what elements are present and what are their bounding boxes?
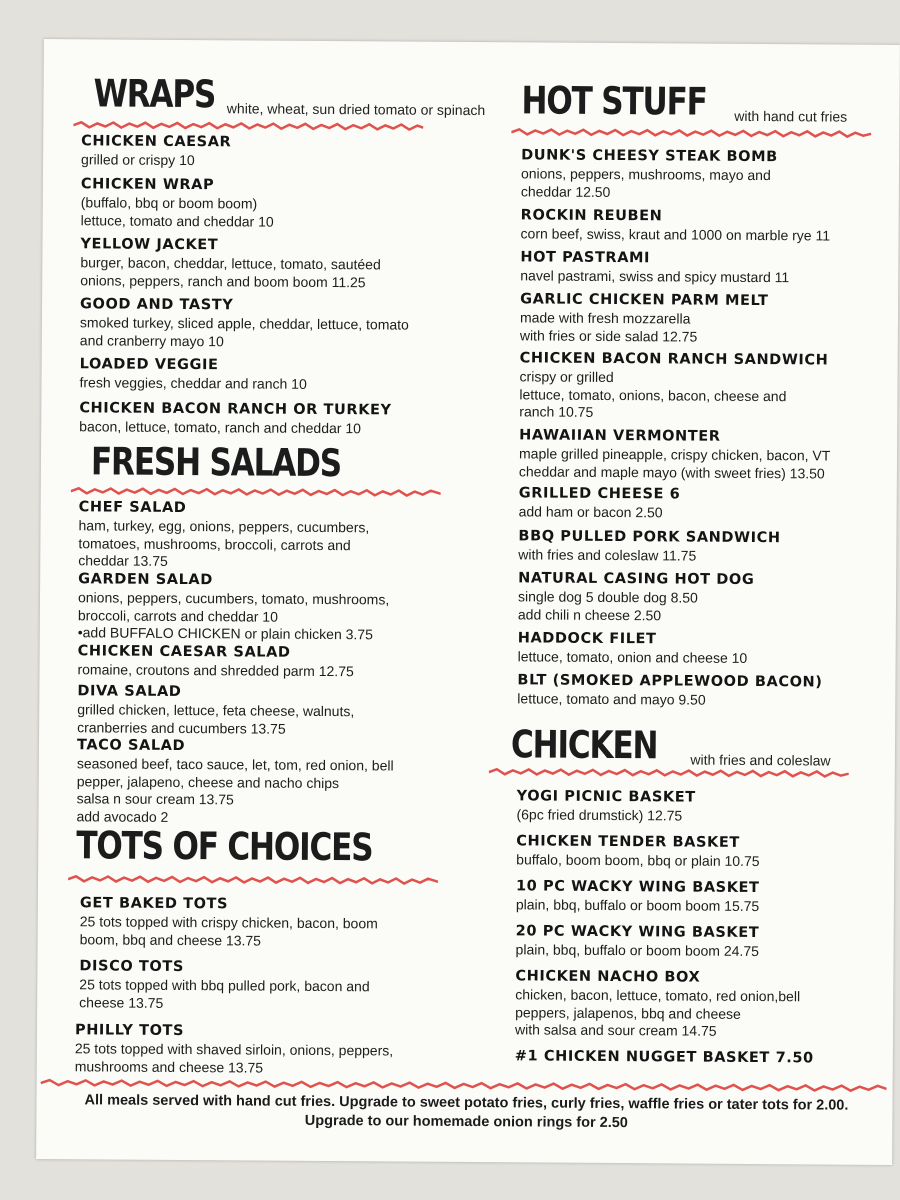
item-name: CHICKEN TENDER BASKET bbox=[516, 833, 740, 851]
item-name: HOT PASTRAMI bbox=[520, 249, 651, 267]
item-name: CHICKEN NACHO BOX bbox=[515, 968, 701, 986]
item-name: CHICKEN BACON RANCH OR TURKEY bbox=[79, 400, 392, 419]
wraps-title: WRAPS bbox=[93, 71, 216, 117]
item-desc: made with fresh mozzarella with fries or side salad 12.75 bbox=[519, 309, 698, 345]
item-name: GET BAKED TOTS bbox=[79, 895, 229, 913]
menu-item bbox=[520, 248, 900, 288]
menu-item bbox=[80, 235, 510, 292]
menu-page bbox=[36, 39, 900, 1165]
menu-item bbox=[517, 671, 900, 711]
item-desc: bacon, lettuce, tomato, ranch and cheddar 10 bbox=[79, 418, 362, 437]
item-name: BLT (SMOKED APPLEWOOD BACON) bbox=[517, 672, 823, 691]
menu-item bbox=[516, 877, 900, 917]
item-desc: plain, bbq, buffalo or boom boom 24.75 bbox=[515, 941, 759, 960]
item-desc: plain, bbq, buffalo or boom boom 15.75 bbox=[515, 896, 760, 915]
item-desc: grilled chicken, lettuce, feta cheese, walnuts, cranberries and cucumbers 13.75 bbox=[77, 701, 355, 737]
salads-header bbox=[91, 439, 396, 485]
tots-header bbox=[76, 823, 437, 870]
item-desc: 25 tots topped with shaved sirloin, onions, peppers, mushrooms and cheese 13.75 bbox=[74, 1040, 394, 1076]
wraps-header bbox=[93, 71, 485, 118]
menu-item bbox=[75, 1021, 505, 1078]
item-name: TACO SALAD bbox=[76, 737, 186, 755]
chicken-header bbox=[511, 722, 831, 768]
hot-note: with hand cut fries bbox=[734, 107, 848, 125]
chicken-title: CHICKEN bbox=[510, 722, 658, 768]
item-name: YOGI PICNIC BASKET bbox=[516, 788, 696, 806]
item-desc: 25 tots topped with bbq pulled pork, bacon and cheese 13.75 bbox=[79, 976, 370, 1011]
menu-item bbox=[78, 498, 508, 573]
item-desc: fresh veggies, cheddar and ranch 10 bbox=[79, 374, 307, 392]
hot-zigzag bbox=[511, 126, 871, 141]
item-desc: add ham or bacon 2.50 bbox=[518, 503, 663, 521]
item-name: CHICKEN BACON RANCH SANDWICH bbox=[519, 350, 829, 369]
item-desc: romaine, croutons and shredded parm 12.75 bbox=[77, 661, 354, 680]
item-desc: with fries and coleslaw 11.75 bbox=[518, 546, 697, 564]
item-name: DUNK'S CHEESY STEAK BOMB bbox=[521, 147, 778, 166]
menu-item bbox=[518, 527, 900, 567]
item-name: CHICKEN CAESAR SALAD bbox=[77, 643, 291, 661]
item-name: HAWAIIAN VERMONTER bbox=[519, 427, 721, 445]
item-desc: seasoned beef, taco sauce, let, tom, red onion, bell pepper, jalapeno, cheese and nacho chips salsa n sour cream 13.75 add avocado 2 bbox=[76, 755, 394, 825]
item-desc: lettuce, tomato and mayo 9.50 bbox=[517, 690, 706, 708]
item-desc: single dog 5 double dog 8.50 add chili n cheese 2.50 bbox=[517, 588, 698, 623]
menu-item bbox=[79, 355, 509, 395]
hot-header bbox=[521, 78, 847, 124]
chicken-note: with fries and coleslaw bbox=[690, 751, 831, 769]
item-desc: onions, peppers, cucumbers, tomato, mushrooms, broccoli, carrots and cheddar 10 •add BUFFALO CHICKEN or plain chicken 3.75 bbox=[77, 589, 390, 643]
menu-item bbox=[79, 399, 509, 439]
item-desc: buffalo, boom boom, bbq or plain 10.75 bbox=[516, 851, 760, 870]
item-desc: (6pc fried drumstick) 12.75 bbox=[516, 806, 683, 824]
item-name: CHICKEN WRAP bbox=[80, 176, 215, 194]
right-column bbox=[510, 42, 882, 1067]
item-desc: onions, peppers, mushrooms, mayo and cheddar 12.50 bbox=[520, 165, 771, 200]
menu-item bbox=[77, 682, 507, 739]
item-name: PHILLY TOTS bbox=[74, 1022, 185, 1040]
menu-item bbox=[521, 146, 900, 203]
menu-item bbox=[515, 1047, 900, 1069]
item-desc: lettuce, tomato, onion and cheese 10 bbox=[517, 648, 748, 666]
menu-item bbox=[519, 349, 900, 424]
item-name: CHICKEN CAESAR bbox=[81, 133, 232, 151]
salads-zigzag bbox=[71, 485, 441, 500]
menu-item bbox=[516, 922, 900, 962]
item-desc: burger, bacon, cheddar, lettuce, tomato, sautéed onions, peppers, ranch and boom boom 11.25 bbox=[80, 254, 381, 290]
menu-item bbox=[521, 206, 900, 246]
left-column bbox=[74, 39, 502, 1076]
item-name: #1 CHICKEN NUGGET BASKET 7.50 bbox=[514, 1048, 814, 1067]
item-desc: maple grilled pineapple, crispy chicken, bacon, VT cheddar and maple mayo (with sweet fries) 13.50 bbox=[518, 445, 831, 481]
tots-title: TOTS OF CHOICES bbox=[76, 823, 373, 870]
item-name: BBQ PULLED PORK SANDWICH bbox=[518, 528, 781, 547]
menu-item bbox=[516, 787, 900, 827]
salads-title: FRESH SALADS bbox=[90, 439, 342, 486]
footer-line-2: Upgrade to our homemade onion rings for 2.50 bbox=[304, 1112, 628, 1132]
footer-line-1: All meals served with hand cut fries. Upgrade to sweet potato fries, curly fries, waffle fries or tater tots for 2.00. bbox=[84, 1092, 849, 1114]
item-name: DISCO TOTS bbox=[79, 958, 184, 976]
tots-zigzag bbox=[68, 873, 438, 888]
chicken-zigzag bbox=[489, 766, 849, 781]
menu-item bbox=[81, 175, 511, 232]
menu-item bbox=[81, 132, 511, 172]
item-desc: corn beef, swiss, kraut and 1000 on marble rye 11 bbox=[520, 225, 831, 244]
menu-item bbox=[76, 736, 507, 828]
item-name: ROCKIN REUBEN bbox=[520, 207, 663, 225]
menu-item bbox=[520, 290, 900, 347]
item-name: LOADED VEGGIE bbox=[79, 356, 219, 374]
menu-item bbox=[79, 957, 509, 1014]
item-desc: 25 tots topped with crispy chicken, bacon, boom boom, bbq and cheese 13.75 bbox=[79, 913, 378, 949]
item-desc: navel pastrami, swiss and spicy mustard 11 bbox=[520, 267, 790, 286]
item-desc: crispy or grilled lettuce, tomato, onions, bacon, cheese and ranch 10.75 bbox=[519, 368, 787, 420]
item-desc: grilled or crispy 10 bbox=[81, 151, 195, 169]
item-desc: smoked turkey, sliced apple, cheddar, lettuce, tomato and cranberry mayo 10 bbox=[79, 314, 409, 349]
menu-item bbox=[77, 642, 507, 682]
wraps-zigzag bbox=[73, 119, 423, 133]
menu-item bbox=[80, 894, 510, 951]
menu-item bbox=[78, 570, 508, 645]
item-name: YELLOW JACKET bbox=[80, 236, 219, 254]
item-name: 20 PC WACKY WING BASKET bbox=[515, 923, 760, 942]
menu-item bbox=[519, 484, 900, 524]
item-name: CHEF SALAD bbox=[78, 499, 187, 517]
item-name: GARDEN SALAD bbox=[78, 571, 213, 589]
menu-item bbox=[519, 426, 900, 483]
item-name: 10 PC WACKY WING BASKET bbox=[515, 878, 760, 897]
menu-item bbox=[518, 629, 900, 669]
menu-item bbox=[515, 967, 900, 1042]
item-name: NATURAL CASING HOT DOG bbox=[518, 570, 755, 588]
item-desc: ham, turkey, egg, onions, peppers, cucumbers, tomatoes, mushrooms, broccoli, carrots and cheddar 13.75 bbox=[78, 517, 370, 569]
item-desc: chicken, bacon, lettuce, tomato, red onion,bell peppers, jalapenos, bbq and cheese with salsa and sour cream 14.75 bbox=[514, 986, 801, 1039]
hot-title: HOT STUFF bbox=[521, 78, 707, 124]
menu-item bbox=[516, 832, 900, 872]
item-name: GOOD AND TASTY bbox=[80, 296, 234, 314]
item-name: GARLIC CHICKEN PARM MELT bbox=[520, 291, 769, 310]
item-name: DIVA SALAD bbox=[77, 683, 182, 701]
item-desc: (buffalo, bbq or boom boom) lettuce, tomato and cheddar 10 bbox=[80, 194, 274, 230]
wraps-note: white, wheat, sun dried tomato or spinach bbox=[226, 100, 486, 119]
item-name: HADDOCK FILET bbox=[517, 630, 657, 648]
menu-item bbox=[80, 295, 510, 352]
footer-note bbox=[66, 1091, 866, 1135]
menu-item bbox=[518, 569, 900, 626]
item-name: GRILLED CHEESE 6 bbox=[518, 485, 681, 503]
